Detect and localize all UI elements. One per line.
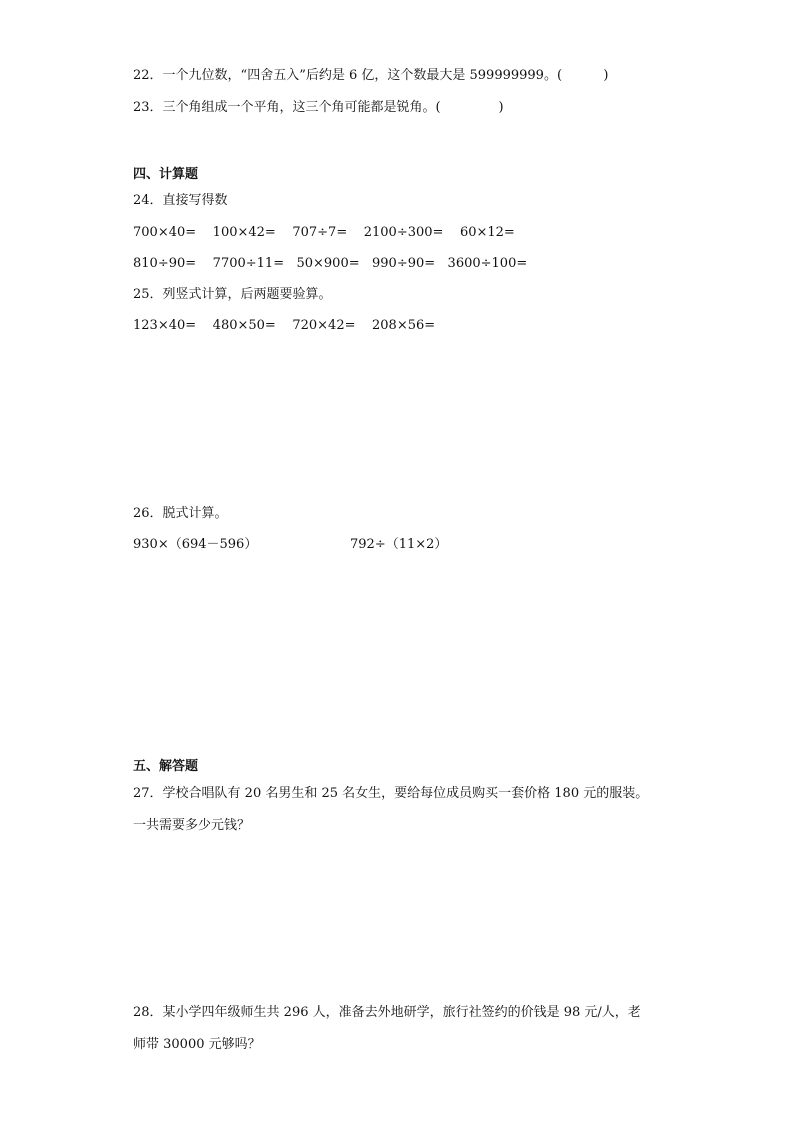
question-24-row-1: 700×40= 100×42= 707÷7= 2100÷300= 60×12= [133, 225, 515, 240]
question-26: 26．脱式计算。 [133, 506, 228, 521]
question-26-expression-a: 930×（694－596） [133, 537, 258, 552]
section-heading-calculation: 四、计算题 [133, 167, 199, 182]
question-25-row: 123×40= 480×50= 720×42= 208×56= [133, 318, 436, 333]
question-26-expression-b: 792÷（11×2） [350, 537, 448, 552]
question-24-row-2: 810÷90= 7700÷11= 50×900= 990÷90= 3600÷100= [133, 256, 528, 271]
question-22: 22．一个九位数，“四舍五入”后约是 6 亿，这个数最大是 599999999。( ) [133, 68, 609, 83]
question-24: 24．直接写得数 [133, 193, 228, 208]
question-25: 25．列竖式计算，后两题要验算。 [133, 287, 332, 302]
section-heading-word-problems: 五、解答题 [133, 759, 199, 774]
question-28-line-1: 28．某小学四年级师生共 296 人，准备去外地研学，旅行社签约的价钱是 98 元/人，老 [133, 1005, 641, 1020]
question-27-line-2: 一共需要多少元钱？ [133, 818, 251, 833]
question-23: 23．三个角组成一个平角，这三个角可能都是锐角。( ) [133, 100, 504, 115]
question-27-line-1: 27．学校合唱队有 20 名男生和 25 名女生，要给每位成员购买一套价格 180 元的服装。 [133, 786, 649, 801]
question-28-line-2: 师带 30000 元够吗？ [133, 1037, 261, 1052]
